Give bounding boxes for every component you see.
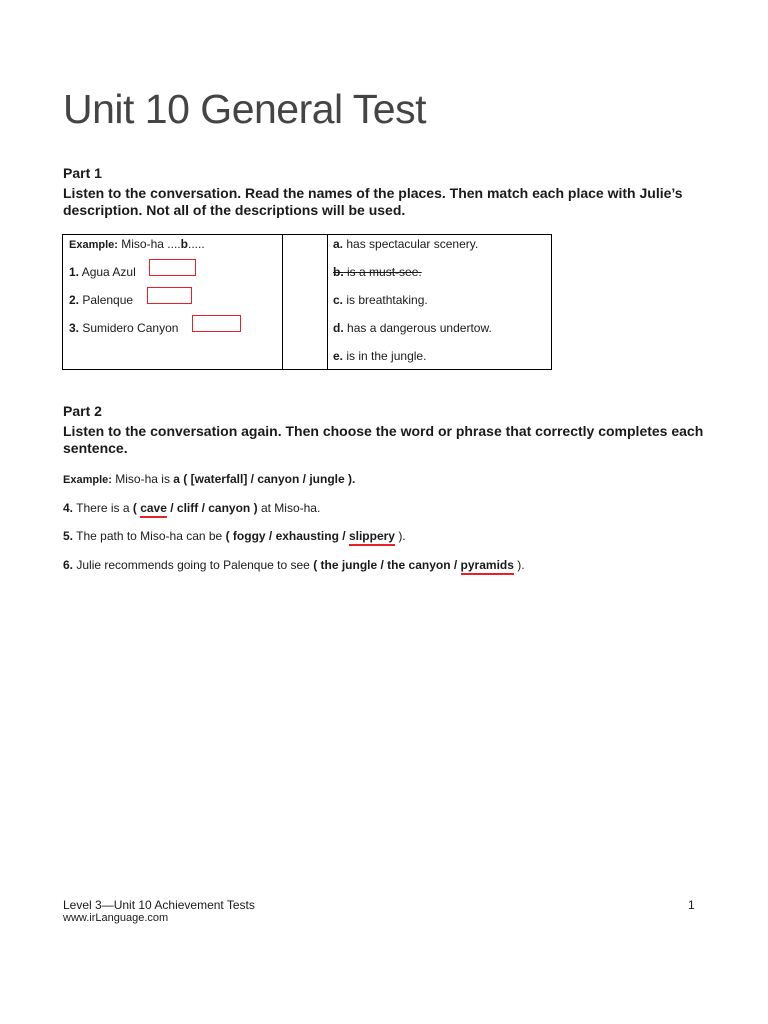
part2-instructions: Listen to the conversation again. Then choose the word or phrase that correctly completes each sentence.: [63, 423, 704, 456]
page-number: 1: [688, 898, 695, 912]
part1-instructions: Listen to the conversation. Read the names of the places. Then match each place with Julie’s description. Not all of the descriptions will be used.: [63, 185, 683, 218]
footer-url: www.irLanguage.com: [63, 912, 169, 924]
description-item: a. has spectacular scenery.: [333, 237, 479, 251]
question-4: 4. There is a ( cave / cliff / canyon ) at Miso-ha.: [63, 501, 320, 515]
example-place: Miso-ha: [121, 237, 164, 251]
answer-box-3[interactable]: [192, 315, 241, 332]
question-5: 5. The path to Miso-ha can be ( foggy / exhausting / slippery ).: [63, 529, 406, 543]
selected-answer[interactable]: cave: [140, 501, 167, 518]
matching-table: [62, 234, 552, 370]
page-title: Unit 10 General Test: [63, 86, 427, 132]
column-divider: [282, 235, 283, 369]
selected-answer[interactable]: slippery: [349, 529, 395, 546]
description-item: d. has a dangerous undertow.: [333, 321, 492, 335]
description-item-used: b. is a must-see.: [333, 265, 422, 279]
column-divider: [327, 235, 328, 369]
description-item: c. is breathtaking.: [333, 293, 428, 307]
place-item: 2. Palenque: [69, 293, 134, 307]
part1-heading: Part 1: [63, 165, 102, 181]
question-6: 6. Julie recommends going to Palenque to see ( the jungle / the canyon / pyramids ).: [63, 558, 525, 572]
selected-answer[interactable]: pyramids: [461, 558, 514, 575]
example-row: [69, 237, 205, 251]
example-label: Example:: [69, 239, 118, 251]
answer-box-1[interactable]: [149, 259, 196, 276]
example-answer-blank: ....b.....: [167, 237, 205, 251]
answer-box-2[interactable]: [147, 287, 192, 304]
place-item: 1. Agua Azul: [69, 265, 136, 279]
description-item: e. is in the jungle.: [333, 349, 427, 363]
footer-title: Level 3—Unit 10 Achievement Tests: [63, 898, 255, 912]
part2-heading: Part 2: [63, 403, 102, 419]
place-item: 3. Sumidero Canyon: [69, 321, 179, 335]
example-sentence: Example: Miso-ha is a ( [waterfall] / canyon / jungle ).: [63, 472, 356, 486]
